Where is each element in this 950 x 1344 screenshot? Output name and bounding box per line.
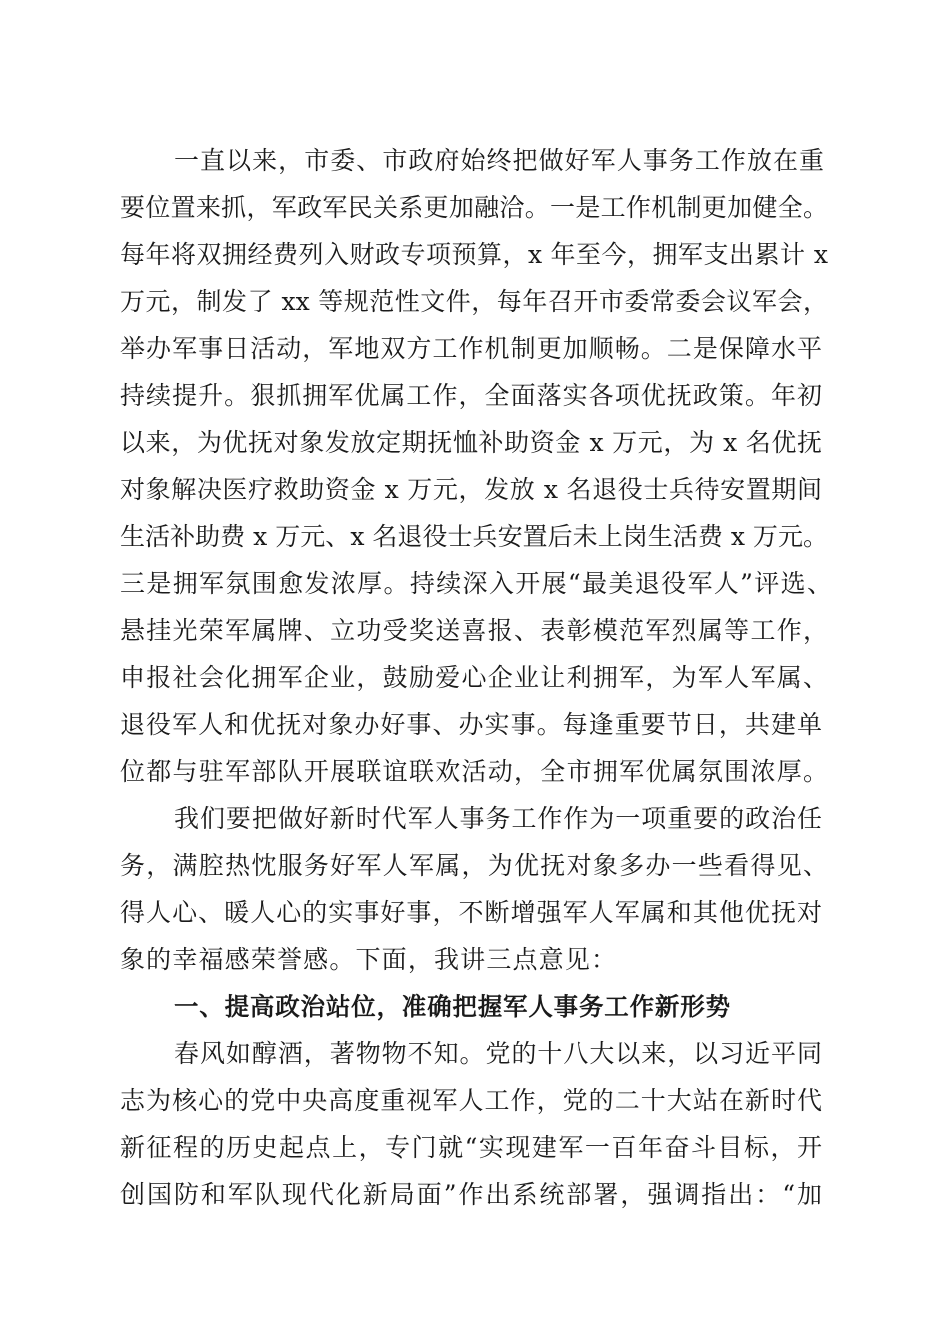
text-line-3: 每年将双拥经费列入财政专项预算，x 年至今，拥军支出累计 x xyxy=(120,240,828,269)
text-line-14: 位都与驻军部队开展联谊联欢活动，全市拥军优属氛围浓厚。 xyxy=(120,757,828,786)
text-line-7: 以来，为优抚对象发放定期抚恤补助资金 x 万元，为 x 名优抚 xyxy=(120,428,822,457)
section-heading: 一、提高政治站位，准确把握军人事务工作新形势 xyxy=(174,992,730,1021)
text-line-11: 悬挂光荣军属牌、立功受奖送喜报、表彰模范军烈属等工作， xyxy=(120,616,828,645)
text-line-15: 我们要把做好新时代军人事务工作作为一项重要的政治任 xyxy=(174,804,822,833)
text-line-22: 创国防和军队现代化新局面”作出系统部署，强调指出：“加 xyxy=(120,1180,822,1209)
text-line-8: 对象解决医疗救助资金 x 万元，发放 x 名退役士兵待安置期间 xyxy=(120,475,822,504)
text-line-4: 万元，制发了 xx 等规范性文件，每年召开市委常委会议军会， xyxy=(120,287,828,316)
text-line-6: 持续提升。狠抓拥军优属工作，全面落实各项优抚政策。年初 xyxy=(120,381,822,410)
text-line-18: 象的幸福感荣誉感。下面，我讲三点意见： xyxy=(120,945,616,974)
text-line-2: 要位置来抓，军政军民关系更加融洽。一是工作机制更加健全。 xyxy=(120,193,828,222)
text-line-9: 生活补助费 x 万元、x 名退役士兵安置后未上岗生活费 x 万元。 xyxy=(120,522,828,551)
text-line-21: 新征程的历史起点上，专门就“实现建军一百年奋斗目标，开 xyxy=(120,1133,822,1162)
text-line-13: 退役军人和优抚对象办好事、办实事。每逢重要节日，共建单 xyxy=(120,710,822,739)
text-line-10: 三是拥军氛围愈发浓厚。持续深入开展“最美退役军人”评选、 xyxy=(120,569,832,598)
text-line-20: 志为核心的党中央高度重视军人工作，党的二十大站在新时代 xyxy=(120,1086,822,1115)
text-line-19: 春风如醇酒，著物物不知。党的十八大以来，以习近平同 xyxy=(174,1039,822,1068)
text-line-17: 得人心、暖人心的实事好事，不断增强军人军属和其他优抚对 xyxy=(120,898,822,927)
text-line-16: 务，满腔热忱服务好军人军属，为优抚对象多办一些看得见、 xyxy=(120,851,828,880)
text-line-12: 申报社会化拥军企业，鼓励爱心企业让利拥军，为军人军属、 xyxy=(120,663,828,692)
text-line-5: 举办军事日活动，军地双方工作机制更加顺畅。二是保障水平 xyxy=(120,334,822,363)
text-line-1: 一直以来，市委、市政府始终把做好军人事务工作放在重 xyxy=(174,146,824,175)
